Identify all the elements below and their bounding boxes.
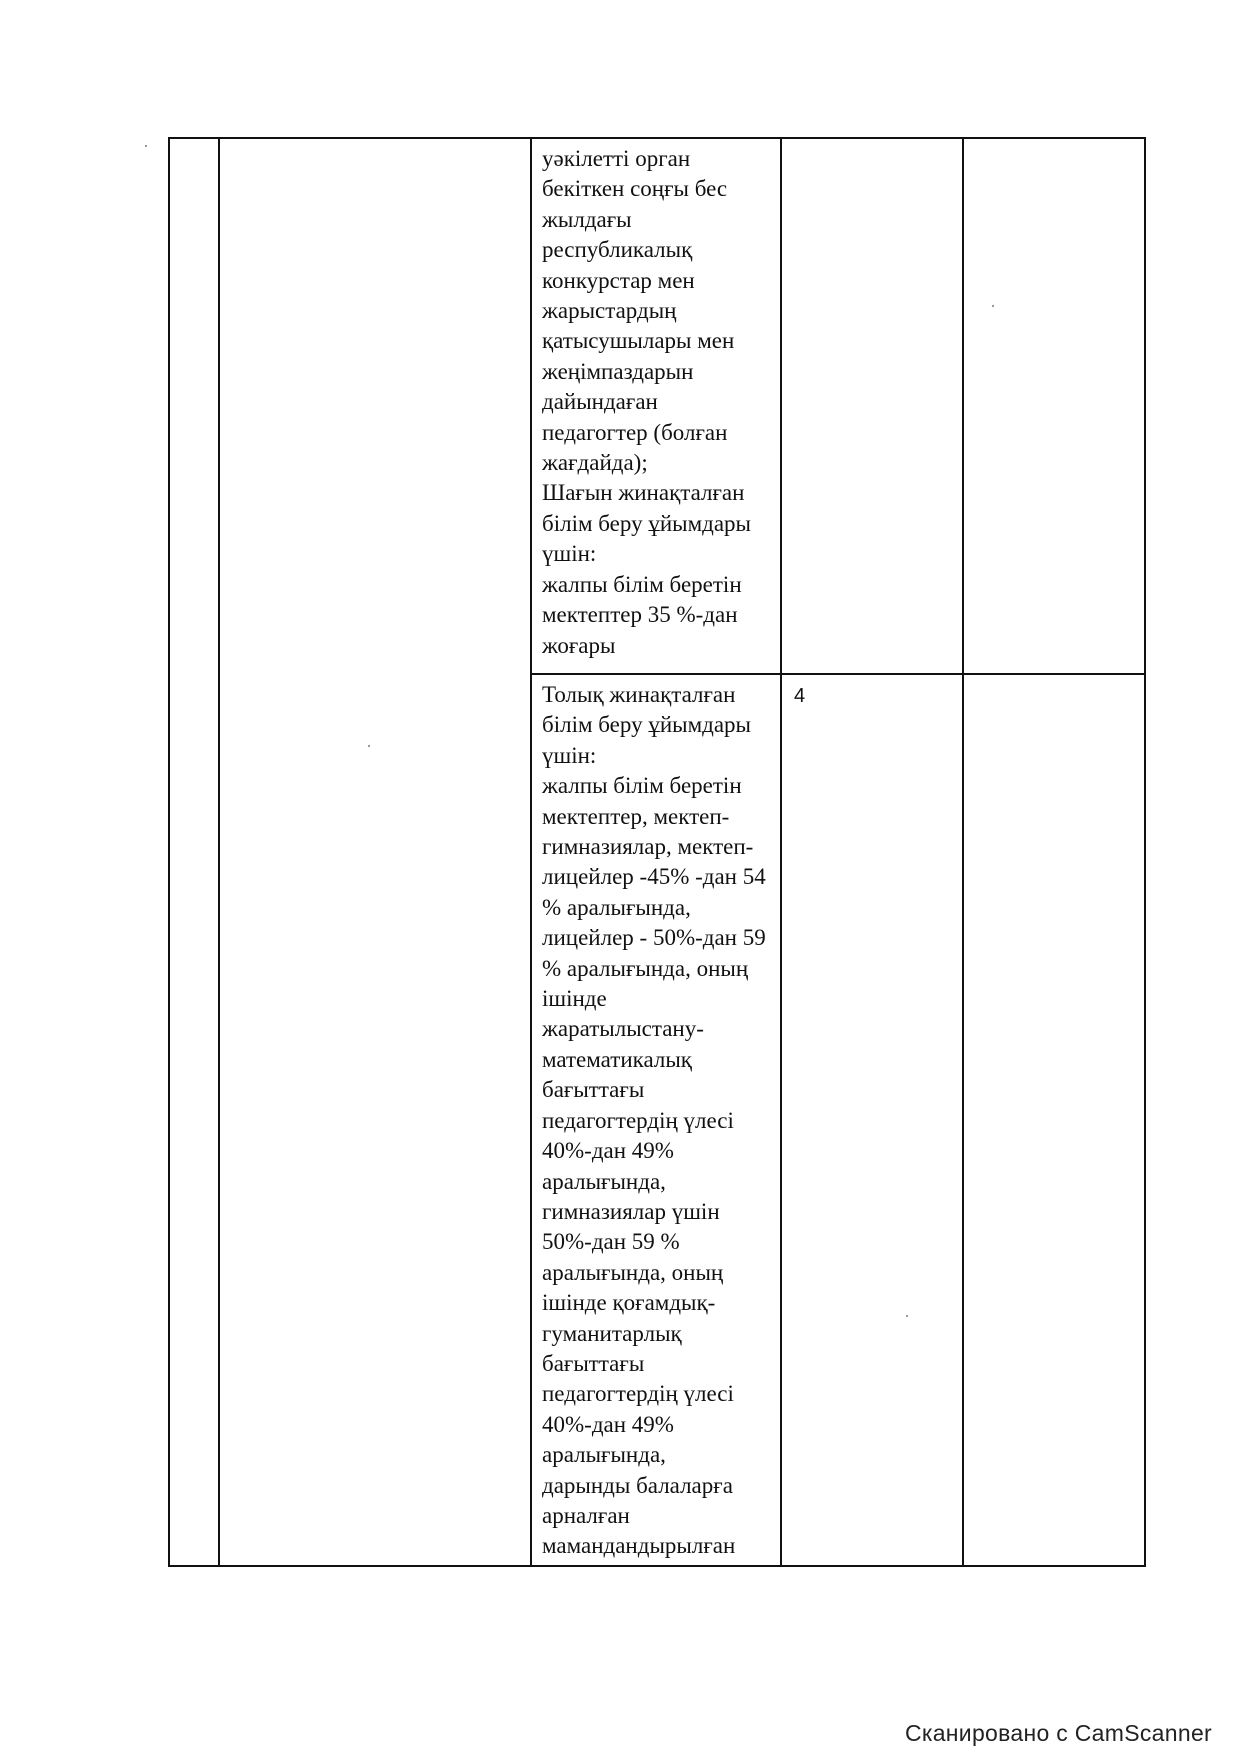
scanner-watermark: Сканировано с CamScanner <box>904 1720 1212 1746</box>
points-cell <box>781 138 963 674</box>
points-cell <box>781 674 963 1566</box>
scan-speck <box>906 1315 908 1317</box>
indicator-text: Толық жинақталған білім беру ұйымдары үшін: жалпы білім беретін мектептер, мектеп- гимназиялар, мектеп- лицейлер -45% -дан 54 % аралығында, лицейлер - 50%-дан 59 % аралығында, оның ішінде жаратылыстану- математикалық бағыттағы педагогтердің үлесі 40%-дан 49% аралығында, гимназиялар үшін 50%-дан 59 % аралығында, оның ішінде қоғамдық- гуманитарлық бағыттағы педагогтердің үлесі 40%-дан 49% аралығында, дарынды балаларға арналған мамандандырылған <box>542 682 766 1559</box>
criterion-name-cell <box>219 138 531 1566</box>
points-value: 4 <box>794 685 806 707</box>
points-value <box>782 139 962 147</box>
note-cell <box>963 138 1145 674</box>
table-row <box>169 138 1145 674</box>
indicator-text: уәкілетті орган бекіткен соңғы бес жылдағы республикалық конкурстар мен жарыстардың қатысушылары мен жеңімпаздарын дайындаған педагогтер (болған жағдайда); Шағын жинақталған білім беру ұйымдары үшін: жалпы білім беретін мектептер 35 %-дан жоғары <box>542 146 751 658</box>
number-cell <box>169 138 219 1566</box>
indicator-cell <box>531 138 781 674</box>
scan-speck <box>368 745 370 747</box>
scan-speck <box>145 145 147 147</box>
criteria-table <box>168 137 1146 1567</box>
indicator-cell <box>531 674 781 1566</box>
scan-speck <box>992 305 994 307</box>
note-cell <box>963 674 1145 1566</box>
